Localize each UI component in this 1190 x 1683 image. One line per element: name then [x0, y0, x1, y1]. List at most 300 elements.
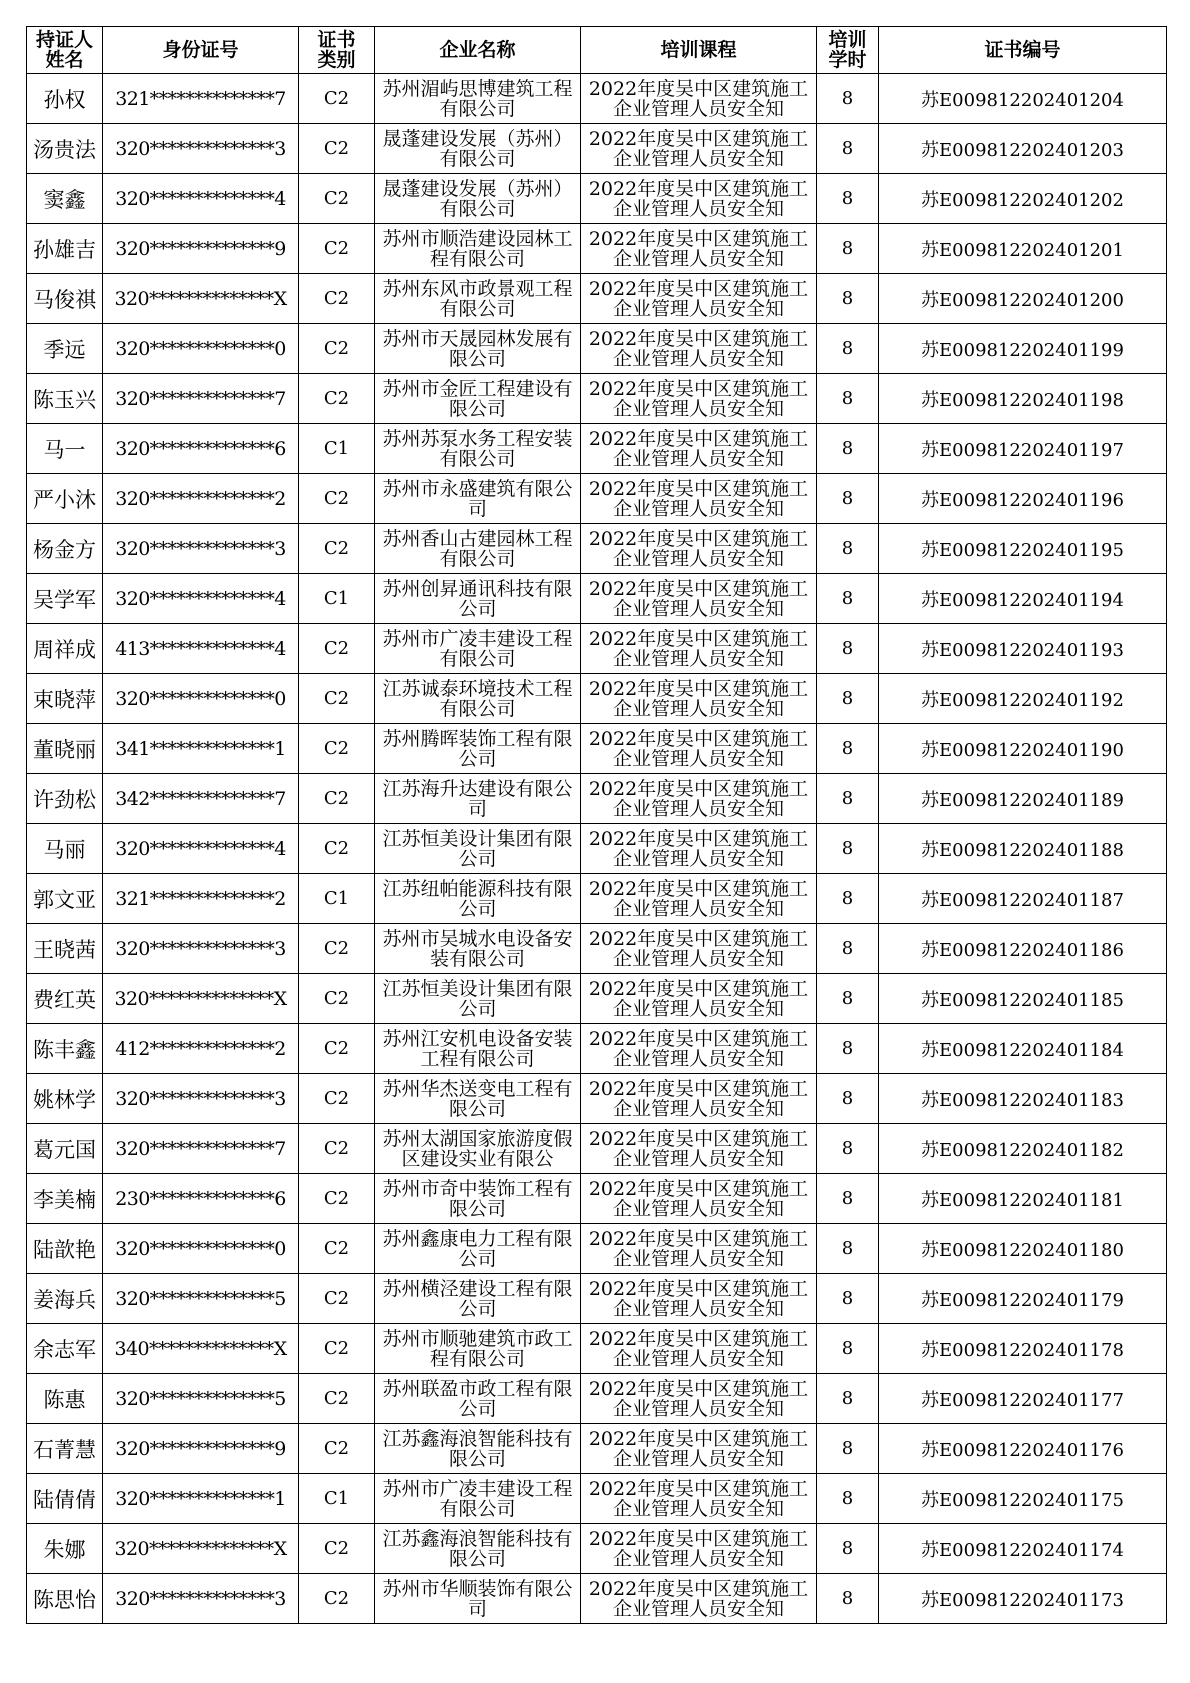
cert-number-cell: 苏E009812202401188 [879, 824, 1167, 874]
cert-number-cell: 苏E009812202401174 [879, 1524, 1167, 1574]
company-cell-text: 江苏恒美设计集团有限公司 [382, 828, 573, 869]
table-row [27, 874, 1167, 924]
holder-name-cell: 孙雄吉 [27, 224, 103, 274]
table-row [27, 1324, 1167, 1374]
company-cell-text: 苏州创昇通讯科技有限公司 [382, 578, 573, 619]
cert-number-cell: 苏E009812202401186 [879, 924, 1167, 974]
id-number-cell: 320**************0 [103, 1224, 299, 1274]
course-cell [581, 724, 817, 774]
id-number-cell: 320**************7 [103, 1124, 299, 1174]
company-cell-text: 江苏鑫海浪智能科技有限公司 [382, 1428, 573, 1469]
table-row [27, 74, 1167, 124]
id-number-cell: 320**************3 [103, 124, 299, 174]
cert-number-cell: 苏E009812202401185 [879, 974, 1167, 1024]
cert-class-cell: C2 [299, 1274, 375, 1324]
company-cell [375, 1524, 581, 1574]
table-row [27, 1274, 1167, 1324]
course-cell-text: 2022年度吴中区建筑施工企业管理人员安全知 [588, 278, 809, 319]
holder-name-cell: 陆歆艳 [27, 1224, 103, 1274]
company-cell-text: 苏州市顺浩建设园林工程有限公司 [382, 228, 573, 269]
company-cell [375, 1124, 581, 1174]
course-cell-text: 2022年度吴中区建筑施工企业管理人员安全知 [588, 528, 809, 569]
id-number-cell: 320**************1 [103, 1474, 299, 1524]
cert-class-cell: C1 [299, 424, 375, 474]
cert-class-cell: C1 [299, 574, 375, 624]
cert-number-cell: 苏E009812202401203 [879, 124, 1167, 174]
cert-class-cell: C2 [299, 1024, 375, 1074]
course-cell [581, 1574, 817, 1624]
training-hours-cell: 8 [817, 724, 879, 774]
company-cell-text: 苏州横泾建设工程有限公司 [382, 1278, 573, 1319]
course-cell [581, 474, 817, 524]
table-row [27, 524, 1167, 574]
training-hours-cell: 8 [817, 1274, 879, 1324]
table-row [27, 1424, 1167, 1474]
id-number-cell: 342**************7 [103, 774, 299, 824]
id-number-cell: 320**************X [103, 274, 299, 324]
company-cell-text: 江苏诚泰环境技术工程有限公司 [382, 678, 573, 719]
table-row [27, 574, 1167, 624]
cert-number-cell: 苏E009812202401195 [879, 524, 1167, 574]
course-cell [581, 174, 817, 224]
company-cell [375, 674, 581, 724]
cert-class-cell: C2 [299, 524, 375, 574]
company-cell [375, 1574, 581, 1624]
id-number-cell: 320**************3 [103, 1574, 299, 1624]
training-hours-cell: 8 [817, 1224, 879, 1274]
company-cell [375, 1424, 581, 1474]
id-number-cell: 320**************6 [103, 424, 299, 474]
holder-name-cell: 石菁慧 [27, 1424, 103, 1474]
course-cell [581, 624, 817, 674]
header-cert-no: 证书编号 [879, 27, 1167, 74]
company-cell-text: 苏州鑫康电力工程有限公司 [382, 1228, 573, 1269]
id-number-cell: 320**************3 [103, 924, 299, 974]
id-number-cell: 320**************5 [103, 1274, 299, 1324]
holder-name-cell: 严小沐 [27, 474, 103, 524]
table-row [27, 774, 1167, 824]
cert-class-cell: C2 [299, 74, 375, 124]
course-cell [581, 424, 817, 474]
cert-number-cell: 苏E009812202401178 [879, 1324, 1167, 1374]
cert-number-cell: 苏E009812202401176 [879, 1424, 1167, 1474]
holder-name-cell: 窦鑫 [27, 174, 103, 224]
course-cell-text: 2022年度吴中区建筑施工企业管理人员安全知 [588, 978, 809, 1019]
course-cell [581, 1324, 817, 1374]
company-cell-text: 苏州太湖国家旅游度假区建设实业有限公 [382, 1128, 573, 1169]
cert-number-cell: 苏E009812202401204 [879, 74, 1167, 124]
training-hours-cell: 8 [817, 1324, 879, 1374]
course-cell-text: 2022年度吴中区建筑施工企业管理人员安全知 [588, 378, 809, 419]
company-cell [375, 74, 581, 124]
training-hours-cell: 8 [817, 1374, 879, 1424]
holder-name-cell: 李美楠 [27, 1174, 103, 1224]
course-cell-text: 2022年度吴中区建筑施工企业管理人员安全知 [588, 1178, 809, 1219]
training-hours-cell: 8 [817, 1124, 879, 1174]
company-cell-text: 苏州市吴城水电设备安装有限公司 [382, 928, 573, 969]
training-hours-cell: 8 [817, 424, 879, 474]
holder-name-cell: 马俊祺 [27, 274, 103, 324]
company-cell-text: 苏州腾晖装饰工程有限公司 [382, 728, 573, 769]
holder-name-cell: 季远 [27, 324, 103, 374]
certificate-roster-table [26, 26, 1167, 1624]
holder-name-cell: 汤贵法 [27, 124, 103, 174]
holder-name-cell: 葛元国 [27, 1124, 103, 1174]
course-cell-text: 2022年度吴中区建筑施工企业管理人员安全知 [588, 428, 809, 469]
id-number-cell: 320**************9 [103, 1424, 299, 1474]
id-number-cell: 341**************1 [103, 724, 299, 774]
table-row [27, 974, 1167, 1024]
holder-name-cell: 周祥成 [27, 624, 103, 674]
header-company: 企业名称 [375, 27, 581, 74]
table-row [27, 1024, 1167, 1074]
course-cell [581, 1174, 817, 1224]
company-cell [375, 374, 581, 424]
cert-class-cell: C2 [299, 824, 375, 874]
table-row [27, 374, 1167, 424]
holder-name-cell: 郭文亚 [27, 874, 103, 924]
table-row [27, 1524, 1167, 1574]
training-hours-cell: 8 [817, 1174, 879, 1224]
training-hours-cell: 8 [817, 924, 879, 974]
cert-class-cell: C2 [299, 774, 375, 824]
table-row [27, 1124, 1167, 1174]
cert-number-cell: 苏E009812202401192 [879, 674, 1167, 724]
course-cell [581, 1274, 817, 1324]
holder-name-cell: 姜海兵 [27, 1274, 103, 1324]
cert-number-cell: 苏E009812202401187 [879, 874, 1167, 924]
cert-number-cell: 苏E009812202401173 [879, 1574, 1167, 1624]
cert-number-cell: 苏E009812202401179 [879, 1274, 1167, 1324]
id-number-cell: 320**************3 [103, 1074, 299, 1124]
cert-number-cell: 苏E009812202401201 [879, 224, 1167, 274]
course-cell [581, 874, 817, 924]
cert-number-cell: 苏E009812202401197 [879, 424, 1167, 474]
training-hours-cell: 8 [817, 1024, 879, 1074]
holder-name-cell: 陈思怡 [27, 1574, 103, 1624]
cert-number-cell: 苏E009812202401198 [879, 374, 1167, 424]
company-cell-text: 苏州联盈市政工程有限公司 [382, 1378, 573, 1419]
cert-class-cell: C2 [299, 1374, 375, 1424]
course-cell-text: 2022年度吴中区建筑施工企业管理人员安全知 [588, 1478, 809, 1519]
cert-number-cell: 苏E009812202401182 [879, 1124, 1167, 1174]
cert-class-cell: C1 [299, 1474, 375, 1524]
table-row [27, 124, 1167, 174]
holder-name-cell: 杨金方 [27, 524, 103, 574]
company-cell [375, 574, 581, 624]
table-row [27, 224, 1167, 274]
course-cell-text: 2022年度吴中区建筑施工企业管理人员安全知 [588, 928, 809, 969]
id-number-cell: 320**************2 [103, 474, 299, 524]
course-cell-text: 2022年度吴中区建筑施工企业管理人员安全知 [588, 1528, 809, 1569]
holder-name-cell: 束晓萍 [27, 674, 103, 724]
cert-number-cell: 苏E009812202401183 [879, 1074, 1167, 1124]
id-number-cell: 320**************X [103, 1524, 299, 1574]
id-number-cell: 340**************X [103, 1324, 299, 1374]
training-hours-cell: 8 [817, 974, 879, 1024]
training-hours-cell: 8 [817, 474, 879, 524]
cert-number-cell: 苏E009812202401199 [879, 324, 1167, 374]
course-cell-text: 2022年度吴中区建筑施工企业管理人员安全知 [588, 1378, 809, 1419]
id-number-cell: 320**************X [103, 974, 299, 1024]
holder-name-cell: 孙权 [27, 74, 103, 124]
company-cell-text: 苏州市华顺装饰有限公司 [382, 1578, 573, 1619]
company-cell [375, 524, 581, 574]
course-cell [581, 674, 817, 724]
company-cell [375, 424, 581, 474]
cert-number-cell: 苏E009812202401181 [879, 1174, 1167, 1224]
table-row [27, 674, 1167, 724]
course-cell-text: 2022年度吴中区建筑施工企业管理人员安全知 [588, 1128, 809, 1169]
table-row [27, 724, 1167, 774]
cert-class-cell: C2 [299, 1524, 375, 1574]
training-hours-cell: 8 [817, 224, 879, 274]
table-header-row [27, 27, 1167, 74]
training-hours-cell: 8 [817, 574, 879, 624]
course-cell [581, 224, 817, 274]
company-cell-text: 苏州市奇中装饰工程有限公司 [382, 1178, 573, 1219]
company-cell-text: 江苏纽帕能源科技有限公司 [382, 878, 573, 919]
table-row [27, 624, 1167, 674]
course-cell [581, 974, 817, 1024]
cert-number-cell: 苏E009812202401180 [879, 1224, 1167, 1274]
cert-class-cell: C2 [299, 274, 375, 324]
company-cell-text: 江苏海升达建设有限公司 [382, 778, 573, 819]
table-row [27, 324, 1167, 374]
company-cell-text: 苏州市广凌丰建设工程有限公司 [382, 1478, 573, 1519]
cert-class-cell: C2 [299, 324, 375, 374]
training-hours-cell: 8 [817, 524, 879, 574]
company-cell-text: 江苏鑫海浪智能科技有限公司 [382, 1528, 573, 1569]
training-hours-cell: 8 [817, 1074, 879, 1124]
company-cell [375, 274, 581, 324]
id-number-cell: 413**************4 [103, 624, 299, 674]
cert-number-cell: 苏E009812202401177 [879, 1374, 1167, 1424]
holder-name-cell: 许劲松 [27, 774, 103, 824]
header-course: 培训课程 [581, 27, 817, 74]
company-cell [375, 1224, 581, 1274]
header-hours: 培训 学时 [817, 27, 879, 74]
course-cell-text: 2022年度吴中区建筑施工企业管理人员安全知 [588, 1428, 809, 1469]
table-row [27, 1174, 1167, 1224]
course-cell [581, 1224, 817, 1274]
company-cell [375, 974, 581, 1024]
company-cell [375, 1474, 581, 1524]
header-id-number: 身份证号 [103, 27, 299, 74]
table-row [27, 1224, 1167, 1274]
id-number-cell: 320**************3 [103, 524, 299, 574]
course-cell-text: 2022年度吴中区建筑施工企业管理人员安全知 [588, 178, 809, 219]
id-number-cell: 321**************2 [103, 874, 299, 924]
table-row [27, 1374, 1167, 1424]
training-hours-cell: 8 [817, 1574, 879, 1624]
table-row [27, 474, 1167, 524]
cert-number-cell: 苏E009812202401196 [879, 474, 1167, 524]
course-cell [581, 374, 817, 424]
cert-number-cell: 苏E009812202401194 [879, 574, 1167, 624]
company-cell [375, 324, 581, 374]
id-number-cell: 320**************7 [103, 374, 299, 424]
holder-name-cell: 吴学军 [27, 574, 103, 624]
company-cell [375, 124, 581, 174]
holder-name-cell: 马丽 [27, 824, 103, 874]
company-cell [375, 174, 581, 224]
company-cell [375, 1274, 581, 1324]
company-cell-text: 苏州市天晟园林发展有限公司 [382, 328, 573, 369]
company-cell [375, 874, 581, 924]
holder-name-cell: 陆倩倩 [27, 1474, 103, 1524]
id-number-cell: 320**************0 [103, 674, 299, 724]
holder-name-cell: 陈玉兴 [27, 374, 103, 424]
company-cell [375, 1174, 581, 1224]
cert-number-cell: 苏E009812202401189 [879, 774, 1167, 824]
training-hours-cell: 8 [817, 1474, 879, 1524]
cert-class-cell: C2 [299, 724, 375, 774]
course-cell [581, 1124, 817, 1174]
company-cell-text: 苏州东风市政景观工程有限公司 [382, 278, 573, 319]
holder-name-cell: 姚林学 [27, 1074, 103, 1124]
cert-class-cell: C2 [299, 1074, 375, 1124]
table-body [27, 74, 1167, 1624]
id-number-cell: 320**************4 [103, 574, 299, 624]
course-cell-text: 2022年度吴中区建筑施工企业管理人员安全知 [588, 78, 809, 119]
cert-class-cell: C2 [299, 1124, 375, 1174]
course-cell-text: 2022年度吴中区建筑施工企业管理人员安全知 [588, 628, 809, 669]
training-hours-cell: 8 [817, 374, 879, 424]
course-cell [581, 1074, 817, 1124]
course-cell-text: 2022年度吴中区建筑施工企业管理人员安全知 [588, 828, 809, 869]
training-hours-cell: 8 [817, 824, 879, 874]
holder-name-cell: 董晓丽 [27, 724, 103, 774]
training-hours-cell: 8 [817, 74, 879, 124]
course-cell [581, 124, 817, 174]
company-cell-text: 苏州香山古建园林工程有限公司 [382, 528, 573, 569]
course-cell [581, 324, 817, 374]
course-cell [581, 1024, 817, 1074]
cert-class-cell: C2 [299, 974, 375, 1024]
id-number-cell: 230**************6 [103, 1174, 299, 1224]
company-cell-text: 苏州市顺驰建筑市政工程有限公司 [382, 1328, 573, 1369]
cert-class-cell: C2 [299, 1324, 375, 1374]
cert-class-cell: C2 [299, 224, 375, 274]
company-cell [375, 474, 581, 524]
cert-class-cell: C2 [299, 674, 375, 724]
cert-number-cell: 苏E009812202401200 [879, 274, 1167, 324]
id-number-cell: 320**************4 [103, 174, 299, 224]
course-cell-text: 2022年度吴中区建筑施工企业管理人员安全知 [588, 578, 809, 619]
course-cell [581, 824, 817, 874]
course-cell-text: 2022年度吴中区建筑施工企业管理人员安全知 [588, 228, 809, 269]
cert-class-cell: C2 [299, 1424, 375, 1474]
cert-class-cell: C2 [299, 474, 375, 524]
id-number-cell: 412**************2 [103, 1024, 299, 1074]
cert-class-cell: C2 [299, 924, 375, 974]
course-cell-text: 2022年度吴中区建筑施工企业管理人员安全知 [588, 878, 809, 919]
company-cell [375, 1074, 581, 1124]
company-cell [375, 224, 581, 274]
course-cell-text: 2022年度吴中区建筑施工企业管理人员安全知 [588, 778, 809, 819]
cert-number-cell: 苏E009812202401190 [879, 724, 1167, 774]
table-row [27, 424, 1167, 474]
id-number-cell: 320**************9 [103, 224, 299, 274]
course-cell-text: 2022年度吴中区建筑施工企业管理人员安全知 [588, 328, 809, 369]
header-cert-class: 证书 类别 [299, 27, 375, 74]
course-cell-text: 2022年度吴中区建筑施工企业管理人员安全知 [588, 478, 809, 519]
id-number-cell: 320**************4 [103, 824, 299, 874]
holder-name-cell: 马一 [27, 424, 103, 474]
table-row [27, 1474, 1167, 1524]
holder-name-cell: 陈丰鑫 [27, 1024, 103, 1074]
course-cell [581, 274, 817, 324]
course-cell [581, 74, 817, 124]
training-hours-cell: 8 [817, 1424, 879, 1474]
course-cell-text: 2022年度吴中区建筑施工企业管理人员安全知 [588, 678, 809, 719]
holder-name-cell: 王晓茜 [27, 924, 103, 974]
company-cell [375, 824, 581, 874]
company-cell [375, 1024, 581, 1074]
cert-class-cell: C2 [299, 174, 375, 224]
training-hours-cell: 8 [817, 174, 879, 224]
company-cell-text: 苏州市广凌丰建设工程有限公司 [382, 628, 573, 669]
cert-number-cell: 苏E009812202401175 [879, 1474, 1167, 1524]
table-row [27, 1074, 1167, 1124]
cert-class-cell: C2 [299, 374, 375, 424]
company-cell-text: 苏州苏泵水务工程安装有限公司 [382, 428, 573, 469]
course-cell [581, 1374, 817, 1424]
course-cell [581, 1474, 817, 1524]
table-row [27, 274, 1167, 324]
company-cell-text: 苏州湄屿思博建筑工程有限公司 [382, 78, 573, 119]
holder-name-cell: 朱娜 [27, 1524, 103, 1574]
company-cell-text: 苏州市金匠工程建设有限公司 [382, 378, 573, 419]
course-cell-text: 2022年度吴中区建筑施工企业管理人员安全知 [588, 1278, 809, 1319]
course-cell-text: 2022年度吴中区建筑施工企业管理人员安全知 [588, 1028, 809, 1069]
table-row [27, 174, 1167, 224]
company-cell [375, 724, 581, 774]
table-row [27, 824, 1167, 874]
company-cell-text: 苏州华杰送变电工程有限公司 [382, 1078, 573, 1119]
training-hours-cell: 8 [817, 274, 879, 324]
training-hours-cell: 8 [817, 624, 879, 674]
company-cell-text: 晟蓬建设发展（苏州）有限公司 [382, 128, 573, 169]
id-number-cell: 320**************5 [103, 1374, 299, 1424]
training-hours-cell: 8 [817, 674, 879, 724]
company-cell [375, 624, 581, 674]
training-hours-cell: 8 [817, 774, 879, 824]
course-cell [581, 574, 817, 624]
course-cell [581, 1424, 817, 1474]
training-hours-cell: 8 [817, 1524, 879, 1574]
company-cell-text: 江苏恒美设计集团有限公司 [382, 978, 573, 1019]
company-cell [375, 774, 581, 824]
course-cell-text: 2022年度吴中区建筑施工企业管理人员安全知 [588, 128, 809, 169]
header-holder-name: 持证人 姓名 [27, 27, 103, 74]
company-cell [375, 924, 581, 974]
training-hours-cell: 8 [817, 124, 879, 174]
cert-class-cell: C2 [299, 624, 375, 674]
course-cell-text: 2022年度吴中区建筑施工企业管理人员安全知 [588, 1578, 809, 1619]
table-row [27, 924, 1167, 974]
course-cell [581, 924, 817, 974]
cert-class-cell: C2 [299, 1574, 375, 1624]
holder-name-cell: 余志军 [27, 1324, 103, 1374]
course-cell-text: 2022年度吴中区建筑施工企业管理人员安全知 [588, 1228, 809, 1269]
course-cell [581, 524, 817, 574]
cert-number-cell: 苏E009812202401184 [879, 1024, 1167, 1074]
course-cell-text: 2022年度吴中区建筑施工企业管理人员安全知 [588, 1328, 809, 1369]
course-cell [581, 1524, 817, 1574]
cert-number-cell: 苏E009812202401202 [879, 174, 1167, 224]
